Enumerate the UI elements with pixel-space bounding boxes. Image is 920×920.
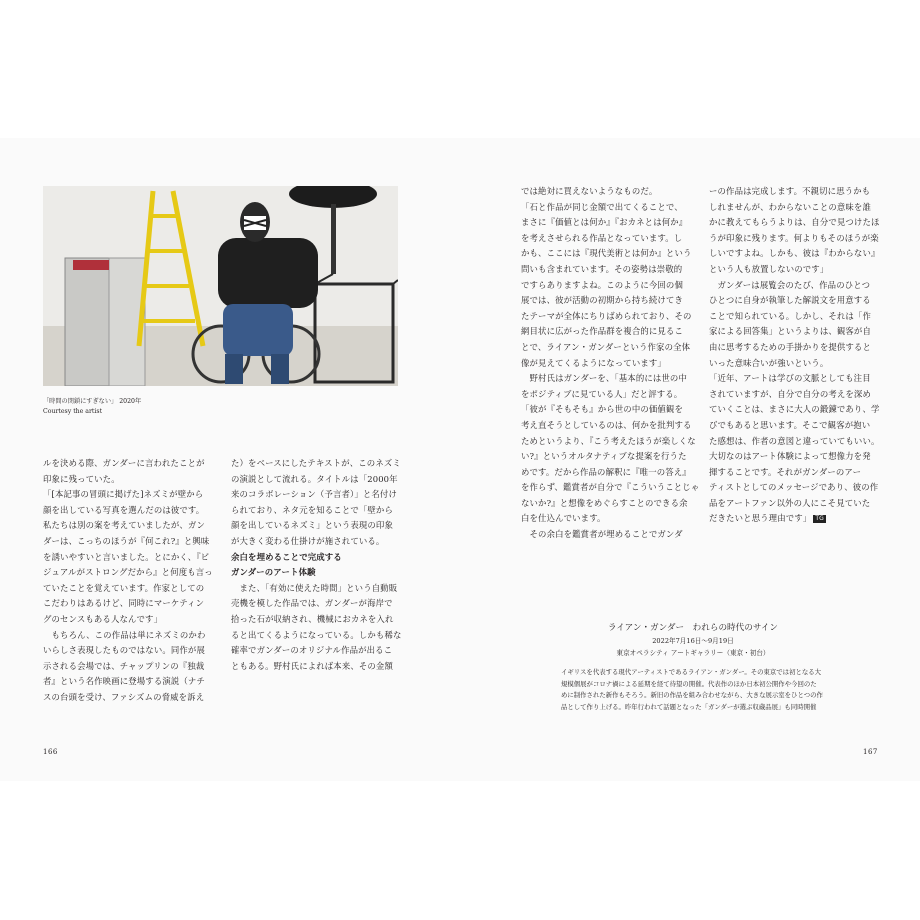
text-line: また、「有効に使えた時間」という自動販 xyxy=(231,582,398,593)
text-line: 拾った石が収納され、機械におカネを入れ xyxy=(231,613,394,624)
text-line: ガンダーは展覧会のたび、作品のひとつ xyxy=(709,279,871,290)
text-line: されていますが、自分で自分の考えを深め xyxy=(709,388,871,399)
text-line: 揮することです。それがガンダーのアー xyxy=(709,466,862,477)
text-line: グのセンスもある人なんです」 xyxy=(43,613,163,624)
text-line: しれませんが、わからないことの意味を誰 xyxy=(709,201,871,212)
page-number-left: 166 xyxy=(43,748,58,756)
text-line: を考えさせられる作品となっています。し xyxy=(521,232,683,243)
text-line: 「[本記事の冒頭に掲げた]ネズミが壁から xyxy=(43,489,204,500)
text-line: た感想は、作者の意図と違っていてもいい。 xyxy=(709,435,880,446)
page-number-right: 167 xyxy=(863,748,878,756)
text-line: ティストとしてのメッセージであり、彼の作 xyxy=(709,482,879,493)
text-line: 考え直そうとしているのは、何かを批判する xyxy=(521,419,692,430)
text-line: 余白を埋めることで完成する xyxy=(231,551,342,562)
text-line: 大切なのはアート体験によって想像力を発 xyxy=(709,451,871,462)
text-line: 示される会場では、チャップリンの『独裁 xyxy=(43,660,205,671)
text-line: た）をベースにしたテキストが、このネズミ xyxy=(231,458,401,468)
description-line: 規模個展がコロナ禍による延期を経て待望の開催。代表作のほか日本初公開作や今回のた xyxy=(561,679,817,688)
text-line: だきたいと思う理由です」 TG xyxy=(709,513,824,524)
text-line: ことで知られている。しかし、それは「作 xyxy=(709,310,871,321)
photo-caption xyxy=(43,397,141,417)
text-line: いった意味合いが強いという。 xyxy=(709,357,829,368)
text-line: ジュアルがストロングだから』と何度も言っ xyxy=(43,567,213,578)
description-line: 品として作り上げる。昨年行われて話題となった「ガンダーが選ぶ収蔵品展」も同時開催 xyxy=(561,702,817,711)
text-line: 白を仕込んでいます。 xyxy=(521,513,606,524)
exhibition-info xyxy=(543,621,843,713)
text-line: 私たちは別の案を考えていましたが、ガン xyxy=(43,520,205,531)
text-line: ると出てくるようになっている。しかも稀な xyxy=(231,629,402,640)
text-line: ないか?』と想像をめぐらすことのできる余 xyxy=(521,497,688,508)
exhibition-description xyxy=(543,667,843,713)
text-line: こだわりはあるけど、同時にマーケティン xyxy=(43,598,205,609)
text-line: をポジティブに見ている人」だと評する。 xyxy=(521,388,683,399)
text-line: の演説として流れる。タイトルは「2000年 xyxy=(231,473,398,484)
text-line: ひとつに自身が執筆した解説文を用意する xyxy=(709,295,871,306)
text-line: ですらありますよね。このように今回の個 xyxy=(521,279,683,290)
text-line: かに教えてもらうよりは、自分で見つけたほ xyxy=(709,217,880,228)
text-line: 品をアートファン以外の人にこそ見ていた xyxy=(709,497,871,508)
text-line: びでもあると思います。そこで観客が抱い xyxy=(709,419,871,430)
text-line: ていたことを覚えています。作家としての xyxy=(43,582,205,593)
left-column-2 xyxy=(231,456,402,674)
text-line: たテーマが全体にちりばめられており、その xyxy=(521,310,692,321)
text-line: ーの作品は完成します。不親切に思うかも xyxy=(709,186,871,196)
text-line: スの台頭を受け、ファシズムの脅威を訴え xyxy=(43,691,205,702)
text-line: もちろん、この作品は単にネズミのかわ xyxy=(43,629,206,640)
text-line: 網目状に広がった作品群を複合的に見るこ xyxy=(521,326,683,337)
text-line: 顔を出している写真を選んだのは彼です。 xyxy=(43,504,205,515)
text-line: とで、ライアン・ガンダーという作家の全体 xyxy=(521,341,691,352)
exhibition-venue: 東京オペラシティ アートギャラリー（東京・初台） xyxy=(616,649,770,657)
text-line: では絶対に買えないようなものだ。 xyxy=(521,186,658,196)
text-line: ともある。野村氏によれば本来、その金額 xyxy=(231,660,393,671)
text-line: が大きく変わる仕掛けが施されている。 xyxy=(231,535,385,546)
text-line: 像が見えてくるようになっています」 xyxy=(521,357,666,368)
text-line: めです。だから作品の解釈に『唯一の答え』 xyxy=(521,466,691,477)
right-column-1 xyxy=(521,184,699,543)
caption-credit: Courtesy the artist xyxy=(43,408,103,415)
exhibition-dates: 2022年7月16日～9月19日 xyxy=(652,637,734,645)
text-line: うが印象に残ります。何よりもそのほうが楽 xyxy=(709,232,879,243)
text-line: いらしさ表現したものではない。同作が展 xyxy=(43,645,205,656)
text-line: まさに『価値とは何か』『おカネとは何か』 xyxy=(521,217,688,228)
description-line: めに制作された新作もそろう。新旧の作品を組み合わせながら、大きな展示室をひとつの作 xyxy=(561,691,823,699)
text-line: 確率でガンダーのオリジナル作品が出るこ xyxy=(231,645,393,656)
text-line: 問いも含まれています。その姿勢は崇敬的 xyxy=(521,263,683,274)
text-line: 野村氏はガンダーを、「基本的には世の中 xyxy=(521,373,687,384)
text-line: 来のコラボレーション（予言者）」と名付け xyxy=(231,489,397,500)
text-line: 売機を模した作品では、ガンダーが海岸で xyxy=(231,598,393,609)
text-line: という人も放置しないのです」 xyxy=(709,263,829,274)
text-line: その余白を鑑賞者が埋めることでガンダ xyxy=(521,529,683,540)
magazine-spread xyxy=(0,138,920,781)
description-line: イギリスを代表する現代アーティストであるライアン・ガンダー。その東京では初となる大 xyxy=(561,668,822,676)
text-line: を作らず、鑑賞者が自分で『こういうことじゃ xyxy=(521,482,700,493)
exhibition-title: ライアン・ガンダー われらの時代のサイン xyxy=(607,623,779,633)
text-line: 印象に残っていた。 xyxy=(43,473,120,484)
text-line: 者』という名作映画に登場する演説（ナチ xyxy=(43,676,205,687)
text-line: 「近年、アートは学びの文脈としても注目 xyxy=(709,373,871,384)
right-column-2 xyxy=(709,184,880,527)
text-line: ていくことは、まさに大人の鍛錬であり、学 xyxy=(709,404,880,415)
text-line: 「彼が『そもそも』から世の中の価値観を xyxy=(521,404,683,415)
text-line: かも、ここには『現代美術とは何か』という xyxy=(521,248,692,259)
left-column-1 xyxy=(43,456,213,706)
tg-end-mark: TG xyxy=(815,515,824,523)
text-line: を誘いやすいと言いました。とにかく、『ビ xyxy=(43,551,210,562)
text-line: ガンダーのアート体験 xyxy=(231,567,316,578)
text-line: 「石と作品が同じ金額で出てくることで、 xyxy=(521,201,683,212)
text-line: ためというより、『こう考えたほうが楽しくな xyxy=(521,435,696,446)
artist-photo-image xyxy=(43,186,398,386)
text-line: 家による回答集」というよりは、観客が自 xyxy=(709,326,871,337)
text-line: 由に思考するための手掛かりを提供すると xyxy=(709,341,871,352)
text-line: い?』というオルタナティブな提案を行うた xyxy=(521,451,687,462)
caption-title: 「時間の閉鎖にすぎない」 2020年 xyxy=(43,398,142,405)
text-line: 顔を出しているネズミ」という表現の印象 xyxy=(231,520,393,531)
text-line: られており、ネタ元を知ることで「壁から xyxy=(231,504,393,515)
text-line: 展では、彼が活動の初期から持ち続けてき xyxy=(521,295,683,306)
artist-photo xyxy=(43,186,398,386)
text-line: ルを決める際、ガンダーに言われたことが xyxy=(43,458,205,468)
text-line: しいですよね。しかも、彼は『わからない』 xyxy=(709,248,880,259)
text-line: ダーは、こっちのほうが『何これ?』と興味 xyxy=(43,535,210,546)
